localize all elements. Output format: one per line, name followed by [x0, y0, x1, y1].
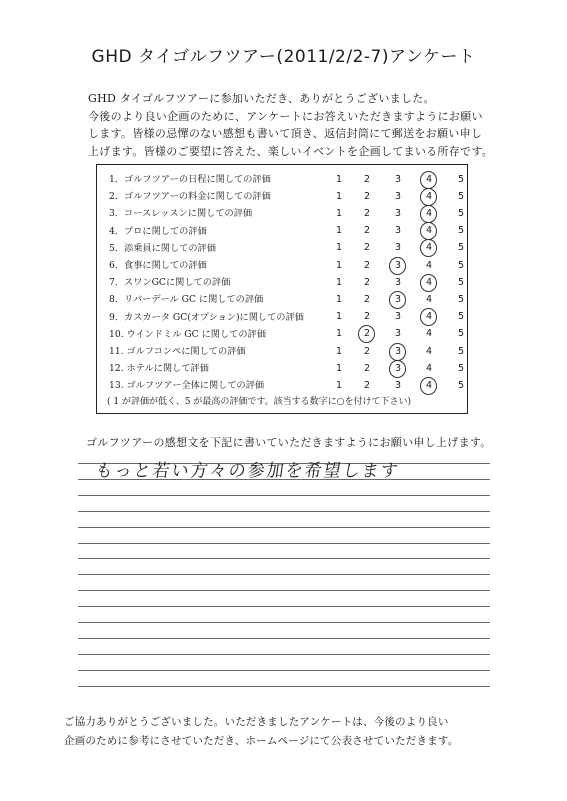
rating-option[interactable]: 2 — [363, 207, 371, 219]
rating-option[interactable]: 2 — [363, 311, 371, 323]
rating-option[interactable]: 5 — [457, 190, 465, 202]
writing-line — [78, 606, 490, 607]
intro-line: 上げます。皆様のご要望に答えた、楽しいイベントを企画してまいる所存です。 — [88, 144, 494, 158]
rating-option[interactable]: 4 — [425, 328, 433, 340]
rating-instructions: ( 1 が評価が低く、5 が最高の評価です。該当する数字に○を付けて下さい) — [107, 397, 412, 407]
question-label: 4．プロに関しての評価 — [109, 225, 207, 237]
rating-row — [97, 376, 467, 395]
rating-option[interactable]: 3 — [394, 328, 402, 340]
rating-option[interactable]: 4 — [425, 362, 433, 374]
rating-option[interactable]: 1 — [335, 190, 343, 202]
rating-row — [97, 170, 467, 189]
rating-option[interactable]: 5 — [457, 225, 465, 237]
closing-line: 企画のために参考にさせていただき、ホームページにて公表させていただきます。 — [64, 735, 459, 747]
writing-line — [78, 495, 490, 496]
rating-option[interactable]: 2 — [363, 276, 371, 288]
rating-option[interactable]: 3 — [394, 207, 402, 219]
rating-option[interactable]: 5 — [457, 259, 465, 271]
question-label: 7．スワンGCに関しての評価 — [109, 277, 231, 289]
selected-rating-option[interactable]: 4 — [421, 206, 437, 222]
rating-option[interactable]: 1 — [335, 311, 343, 323]
writing-line — [78, 511, 490, 512]
writing-line — [78, 574, 490, 575]
rating-option[interactable]: 3 — [394, 276, 402, 288]
selected-rating-option[interactable]: 3 — [390, 361, 406, 377]
rating-option[interactable]: 5 — [457, 207, 465, 219]
handwritten-comment: もっと若い方々の参加を希望します — [94, 460, 402, 482]
rating-option[interactable]: 2 — [363, 242, 371, 254]
rating-option[interactable]: 4 — [425, 293, 433, 305]
rating-row — [97, 204, 467, 223]
rating-option[interactable]: 2 — [363, 293, 371, 305]
rating-option[interactable]: 1 — [335, 379, 343, 391]
selected-rating-option[interactable]: 4 — [421, 378, 437, 394]
rating-row — [97, 359, 467, 378]
question-label: 11. ゴルフコンペに関しての評価 — [109, 346, 246, 357]
rating-option[interactable]: 2 — [363, 345, 371, 357]
rating-option[interactable]: 5 — [457, 173, 465, 185]
rating-option[interactable]: 5 — [457, 276, 465, 288]
rating-option[interactable]: 3 — [394, 190, 402, 202]
writing-line — [78, 527, 490, 528]
rating-option[interactable]: 4 — [425, 259, 433, 271]
rating-option[interactable]: 1 — [335, 207, 343, 219]
question-label: 5．添乗員に関しての評価 — [109, 242, 216, 254]
question-label: 12. ホテルに関して評価 — [109, 363, 209, 375]
rating-option[interactable]: 1 — [335, 259, 343, 271]
writing-line — [78, 638, 490, 639]
writing-line — [78, 686, 490, 687]
intro-line: GHD タイゴルフツアーに参加いただき、ありがとうございました。 — [88, 92, 435, 105]
selected-rating-option[interactable]: 4 — [421, 309, 437, 325]
rating-option[interactable]: 1 — [335, 225, 343, 237]
rating-table — [96, 164, 468, 414]
rating-row — [97, 239, 467, 258]
rating-option[interactable]: 2 — [363, 379, 371, 391]
rating-option[interactable]: 1 — [335, 293, 343, 305]
rating-option[interactable]: 3 — [394, 242, 402, 254]
rating-option[interactable]: 1 — [335, 242, 343, 254]
selected-rating-option[interactable]: 2 — [359, 326, 375, 342]
selected-rating-option[interactable]: 4 — [421, 172, 437, 188]
rating-option[interactable]: 1 — [335, 276, 343, 288]
selected-rating-option[interactable]: 4 — [421, 240, 437, 256]
closing-text — [64, 713, 504, 751]
selected-rating-option[interactable]: 4 — [421, 275, 437, 291]
rating-option[interactable]: 3 — [394, 311, 402, 323]
rating-option[interactable]: 5 — [457, 345, 465, 357]
selected-rating-option[interactable]: 4 — [421, 189, 437, 205]
rating-option[interactable]: 3 — [394, 173, 402, 185]
comments-heading: ゴルフツアーの感想文を下記に書いていただきますようにお願い申し上げます。 — [86, 436, 492, 449]
rating-option[interactable]: 1 — [335, 173, 343, 185]
rating-option[interactable]: 2 — [363, 225, 371, 237]
intro-text — [88, 90, 508, 160]
rating-row — [97, 222, 467, 241]
question-label: 8．リバーデール GC に関しての評価 — [109, 294, 264, 306]
closing-line: ご協力ありがとうございました。いただきましたアンケートは、今後のより良い — [64, 716, 449, 728]
question-label: 13. ゴルフツアー全体に関しての評価 — [109, 380, 265, 392]
rating-row — [97, 308, 467, 327]
rating-option[interactable]: 5 — [457, 362, 465, 374]
rating-option[interactable]: 2 — [363, 173, 371, 185]
rating-option[interactable]: 5 — [457, 328, 465, 340]
selected-rating-option[interactable]: 3 — [390, 258, 406, 274]
rating-row — [97, 187, 467, 206]
writing-line — [78, 590, 490, 591]
question-label: 9．カスカータ GC(オプション)に関しての評価 — [109, 311, 304, 323]
intro-line: 今後のより良い企画のために、アンケートにお答えいただきますようにお願い — [88, 109, 483, 123]
intro-line: します。皆様の忌憚のない感想も書いて頂き、返信封筒にて郵送をお願い申し — [88, 127, 483, 140]
rating-option[interactable]: 3 — [394, 225, 402, 237]
question-label: 6．食事に関しての評価 — [109, 260, 207, 271]
selected-rating-option[interactable]: 3 — [390, 344, 406, 360]
page-title: GHD タイゴルフツアー(2011/2/2-7)アンケート — [91, 47, 476, 67]
rating-row — [97, 342, 467, 361]
rating-row — [97, 325, 467, 344]
rating-option[interactable]: 2 — [363, 362, 371, 374]
rating-option[interactable]: 4 — [425, 345, 433, 357]
question-label: 10. ウインドミル GC に関しての評価 — [109, 328, 266, 340]
rating-option[interactable]: 5 — [457, 379, 465, 391]
rating-row — [97, 256, 467, 275]
rating-option[interactable]: 2 — [363, 259, 371, 271]
rating-option[interactable]: 5 — [457, 293, 465, 305]
rating-row — [97, 290, 467, 309]
rating-option[interactable]: 2 — [363, 190, 371, 202]
rating-option[interactable]: 1 — [335, 328, 343, 340]
writing-line — [78, 558, 490, 559]
question-label: 1．ゴルフツアーの日程に関しての評価 — [109, 174, 271, 185]
writing-line — [78, 622, 490, 623]
writing-line — [78, 543, 490, 544]
selected-rating-option[interactable]: 4 — [421, 223, 437, 239]
writing-line — [78, 654, 490, 655]
rating-option[interactable]: 5 — [457, 311, 465, 323]
rating-option[interactable]: 1 — [335, 362, 343, 374]
selected-rating-option[interactable]: 3 — [390, 292, 406, 308]
question-label: 3．コースレッスンに関しての評価 — [109, 208, 253, 220]
rating-option[interactable]: 3 — [394, 379, 402, 391]
question-label: 2．ゴルフツアーの料金に関しての評価 — [109, 191, 271, 203]
rating-option[interactable]: 1 — [335, 345, 343, 357]
writing-line — [78, 670, 490, 671]
rating-option[interactable]: 5 — [457, 242, 465, 254]
rating-row — [97, 273, 467, 292]
